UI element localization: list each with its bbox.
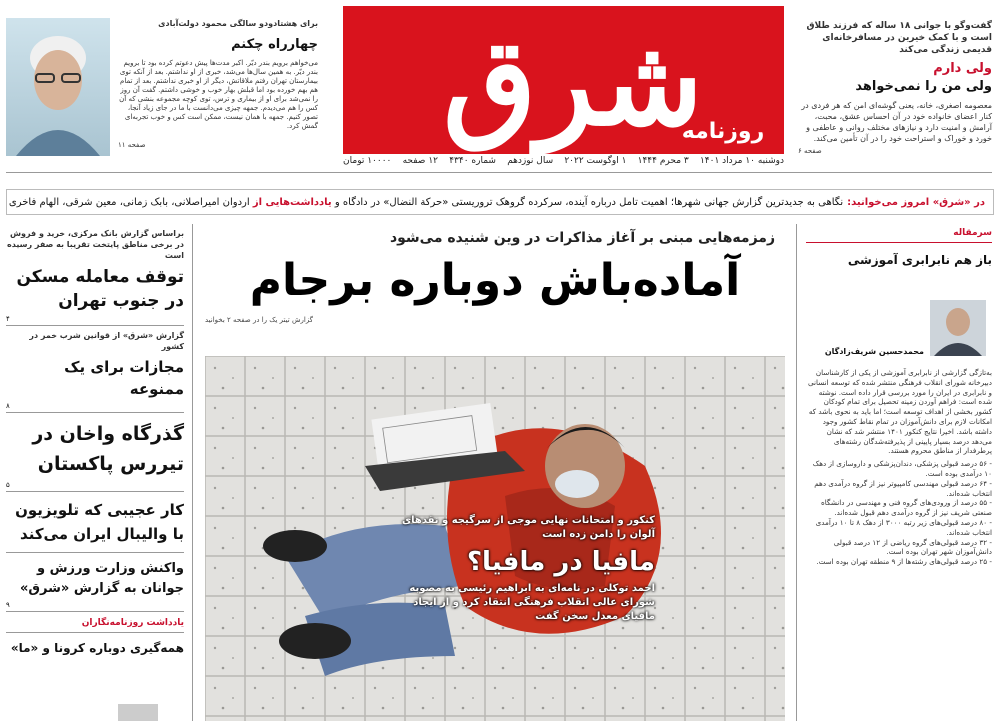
- issue-number: شماره ۴۳۴۰: [449, 156, 496, 166]
- teaser-text-1[interactable]: نگاهی به جدیدترین گزارش جهانی شهرها؛ اهمیت تامل درباره آینده، سرکرده گروهک تروریستی «حرکة النضال» در دادگاه: [342, 196, 844, 208]
- top-right-page-ref: صفحه ۶: [798, 147, 822, 155]
- left-item5-page: ۹: [6, 601, 10, 609]
- left-item2-kicker: گزارش «شرق» از قوانین شرب خمر در کشور: [29, 331, 184, 351]
- editorial-label-underline: [806, 242, 992, 243]
- editorial-stat-2: - ۶۴ درصد قبولی مهندسی کامپیوتر نیز از گروه درآمدی دهم انتخاب شده‌اند.: [814, 478, 992, 498]
- top-right-headline[interactable]: ولی من را نمی‌خواهد: [855, 79, 992, 94]
- logo-text: شرق: [443, 12, 703, 153]
- left-divider-4: [6, 552, 184, 553]
- editorial-label: سرمقاله: [953, 228, 992, 238]
- teaser-text-2[interactable]: اردوان امیراصلانی، بابک زمانی، معین شرقی، الهام فاخری: [8, 196, 250, 208]
- editorial-stat-6: - ۲۵ درصد قبولی‌های رشته‌ها از ۹ منطقه تهران بوده است.: [816, 557, 992, 567]
- editorial-body: به‌تازگی گزارشی از نابرابری آموزشی از یکی از کارشناسان دبیرخانه شورای انقلاب فرهنگی منتشر شده که توسعه انسانی و نابرابری در ایران را مورد بررسی قرار داده است. نوشته شده است: فراهم آوردن زمینه تحصیل برای تمام کودکان کشور بخشی از اهداف توسعه است؛ اما باید به نحوی باشد که امکانات لازم برای دانش‌آموزان در تمام نقاط کشور وجود داشته باشد. اخیرا نتایج کنکور ۱۴۰۱ منتشر شد که نشان می‌دهد درصد بسیار پایینی از پذیرفته‌شدگان رشته‌های پرطرفدار از مناطق محروم هستند.: [808, 368, 992, 456]
- left-divider-1: [6, 325, 184, 326]
- left-item4-headline[interactable]: کار عجیبی که تلویزیون با والیبال ایران می‌کند: [15, 501, 184, 543]
- notes-label: یادداشت روزنامه‌نگاران: [81, 618, 184, 628]
- photo-kicker: کنکور و امتحانات نهایی موجی از سرگیجه و نقدهای آلوان را دامن زده است: [401, 515, 655, 540]
- editorial-stat-3: - ۵۵ درصد از ورودی‌های گروه فنی و مهندسی در دانشگاه صنعتی شریف نیز از گروه درآمدی دهم قبول شده‌اند.: [820, 498, 992, 518]
- left-divider-5: [6, 611, 184, 612]
- left-item6-headline[interactable]: همه‌گیری دوباره کرونا و «ما»: [10, 641, 184, 655]
- logo-subtext: روزنامه: [681, 119, 765, 144]
- left-item2-headline[interactable]: مجازات برای یک ممنوعه: [64, 358, 184, 398]
- left-item3-page: ۵: [6, 481, 10, 489]
- left-divider-6: [6, 632, 184, 633]
- top-right-headline-red[interactable]: ولی دارم: [933, 61, 992, 76]
- logo-graphic: [343, 6, 784, 154]
- left-item5-headline[interactable]: واکنش وزارت ورزش و جوانان به گزارش «شرق»: [20, 561, 184, 596]
- main-story: [205, 228, 785, 324]
- teaser-label: در «شرق» امروز می‌خوانید:: [847, 196, 985, 208]
- top-left-page-ref: صفحه ۱۱: [118, 141, 146, 149]
- main-caption: گزارش تیتر یک را در صفحه ۲ بخوانید: [205, 316, 314, 324]
- editorial-body-wrap: [806, 368, 992, 721]
- top-right-body: معصومه اصغری، خانه، یعنی گوشه‌ای امن که هر فردی در کنار اعضای خانواده خود در آن احساس عشق، محبت، آرامش و امنیت دارد و نیازهای مختلف روانی و عاطفی و خورد و خوراک و استراحت خود را در آن تأمین می‌کند.: [801, 101, 992, 143]
- teaser-and: و: [334, 196, 340, 208]
- year-label: سال نوزدهم: [507, 156, 554, 166]
- date-weekday: دوشنبه ۱۰ مرداد ۱۴۰۱: [699, 156, 784, 166]
- masthead-divider: [6, 172, 992, 173]
- left-divider-3: [6, 491, 184, 492]
- top-left-kicker: برای هشتادودو سالگی محمود دولت‌آبادی: [158, 19, 318, 28]
- editorial-headline[interactable]: باز هم نابرابری آموزشی: [847, 253, 992, 267]
- left-column: [6, 228, 184, 657]
- left-item1-page: ۴: [6, 315, 10, 323]
- main-kicker: زمزمه‌هایی مبنی بر آغاز مذاکرات در وین شنیده می‌شود: [389, 230, 775, 246]
- top-right-story: [798, 20, 992, 155]
- columnist-thumb: [118, 704, 158, 721]
- page-count: ۱۲ صفحه: [402, 156, 438, 166]
- left-item3-headline[interactable]: گذرگاه واخان در تیررس پاکستان: [32, 423, 184, 475]
- editorial-author-photo: [930, 300, 986, 356]
- editorial-stat-4: - ۸۰ درصد قبولی‌های زیر رتبه ۳۰۰۰ از دهک ۸ تا ۱۰ درآمدی انتخاب شده‌اند.: [815, 517, 992, 537]
- masthead-logo: [343, 6, 784, 154]
- teaser-bar: [6, 189, 994, 215]
- left-divider-2: [6, 412, 184, 413]
- editorial-author: محمدحسین شریف‌زادگان: [824, 347, 924, 356]
- editorial-stat-1: - ۵۶ درصد قبولی پزشکی، دندان‌پزشکی و داروسازی از دهک ۱۰ درآمدی بوده است.: [812, 459, 992, 478]
- left-item1-headline[interactable]: توقف معامله مسکن در جنوب تهران: [16, 267, 184, 311]
- column-divider-left: [192, 224, 193, 721]
- price: ۱۰۰۰۰ تومان: [343, 156, 392, 166]
- main-photo: [205, 356, 785, 721]
- left-item2-page: ۸: [6, 402, 10, 410]
- top-left-story: [118, 18, 318, 149]
- author-portrait: [6, 18, 110, 156]
- date-hijri: ۳ محرم ۱۴۴۴: [637, 156, 689, 166]
- photo-story: [385, 514, 655, 624]
- column-divider-right: [796, 224, 797, 721]
- top-left-headline[interactable]: چهارراه چکنم: [231, 37, 318, 52]
- editorial-stat-5: - ۳۲ درصد قبولی‌های گروه ریاضی از ۱۲ درصد قبولی دانش‌آموزان شهر تهران بوده است.: [833, 537, 992, 557]
- photo-body: احمد توکلی در نامه‌ای به ابراهیم رئیسی به مصوبه شورای عالی انقلاب فرهنگی انتقاد کرد و از ایجاد مافیای معدل سخن گفت: [409, 583, 655, 622]
- teaser-red: یادداشت‌هایی از: [252, 196, 332, 208]
- editorial: [806, 228, 992, 269]
- left-item1-kicker: براساس گزارش بانک مرکزی، خرید و فروش در برخی مناطق پایتخت تقریبا به صفر رسیده است: [7, 229, 184, 260]
- date-line: [343, 156, 784, 166]
- top-left-body: می‌خواهم برویم بندر دیّر. اکبر مدت‌ها پیش دعوتم کرده بود تا برویم بندر دیّر. به همین سال‌ها می‌شد، خبری از او نداشتم. بعد از آنکه توی بیمارستان تهران رفتم ملاقاتش، دیگر از او خبری نداشتم. بعد از تمام هم بهم خورده بود اما قبلش بهار خوب و خوشی داشتم. گفت آن روز را نمی‌شد برای او از بیماری و ترس، توی کوچه مجموعه بنشی که آن کس را هم می‌دیدم. جمهه چیزی می‌دانست با ما در جای زیاد آنجا، تصور کنیم. جمهه با همان نیست، ممکن است کس و خوب تجربه‌ای گمش کرد.: [119, 59, 318, 130]
- main-headline[interactable]: آماده‌باش دوباره برجام: [249, 255, 741, 306]
- date-gregorian: ۱ اوگوست ۲۰۲۲: [564, 156, 627, 166]
- photo-headline[interactable]: مافیا در مافیا؟: [466, 547, 655, 577]
- top-right-kicker: گفت‌وگو با جوانی ۱۸ ساله که فرزند طلاق است و با کمک خیرین در مسافرخانه‌ای قدیمی زندگی می‌کند: [806, 21, 992, 55]
